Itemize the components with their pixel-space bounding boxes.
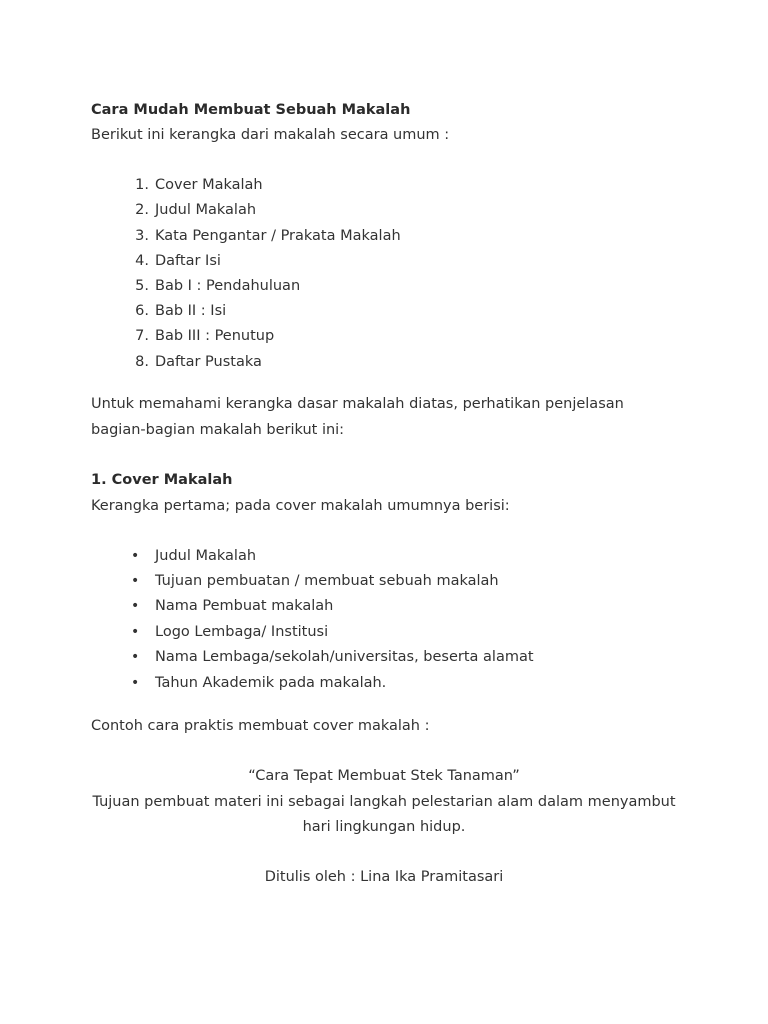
- list-number: 4.: [135, 253, 149, 269]
- bullet-icon: •: [131, 649, 140, 665]
- example-label: Contoh cara praktis membuat cover makalah :: [91, 718, 430, 734]
- list-number: 5.: [135, 278, 149, 294]
- bullet-icon: •: [131, 624, 140, 640]
- cover-example-purpose-line-2: hari lingkungan hidup.: [302, 819, 466, 835]
- list-text: Kata Pengantar / Prakata Makalah: [155, 228, 401, 244]
- list-text: Bab III : Penutup: [155, 328, 275, 344]
- list-text: Logo Lembaga/ Institusi: [155, 624, 329, 640]
- list-number: 1.: [135, 177, 149, 193]
- bullet-icon: •: [131, 598, 140, 614]
- list-text: Daftar Pustaka: [155, 354, 262, 370]
- document-title: Cara Mudah Membuat Sebuah Makalah: [91, 102, 411, 118]
- bullet-icon: •: [131, 675, 140, 691]
- list-text: Judul Makalah: [155, 548, 257, 564]
- list-text: Bab II : Isi: [155, 303, 227, 319]
- section-intro: Kerangka pertama; pada cover makalah umumnya berisi:: [91, 498, 510, 514]
- list-number: 2.: [135, 202, 149, 218]
- list-text: Cover Makalah: [155, 177, 263, 193]
- explanation-line-1: Untuk memahami kerangka dasar makalah diatas, perhatikan penjelasan: [91, 396, 624, 412]
- list-text: Tahun Akademik pada makalah.: [155, 675, 387, 691]
- section-heading: 1. Cover Makalah: [91, 472, 233, 488]
- list-text: Bab I : Pendahuluan: [155, 278, 301, 294]
- bullet-icon: •: [131, 548, 140, 564]
- explanation-line-2: bagian-bagian makalah berikut ini:: [91, 422, 345, 438]
- list-number: 6.: [135, 303, 149, 319]
- list-text: Judul Makalah: [155, 202, 257, 218]
- bullet-icon: •: [131, 573, 140, 589]
- list-text: Nama Pembuat makalah: [155, 598, 334, 614]
- list-number: 3.: [135, 228, 149, 244]
- list-text: Nama Lembaga/sekolah/universitas, beserta alamat: [155, 649, 534, 665]
- list-number: 8.: [135, 354, 149, 370]
- cover-example-purpose-line-1: Tujuan pembuat materi ini sebagai langkah pelestarian alam dalam menyambut: [92, 794, 676, 810]
- intro-text: Berikut ini kerangka dari makalah secara umum :: [91, 127, 450, 143]
- list-text: Tujuan pembuatan / membuat sebuah makalah: [155, 573, 499, 589]
- list-text: Daftar Isi: [155, 253, 221, 269]
- list-number: 7.: [135, 328, 149, 344]
- cover-example-title: “Cara Tepat Membuat Stek Tanaman”: [248, 768, 520, 784]
- cover-example-author: Ditulis oleh : Lina Ika Pramitasari: [264, 869, 504, 885]
